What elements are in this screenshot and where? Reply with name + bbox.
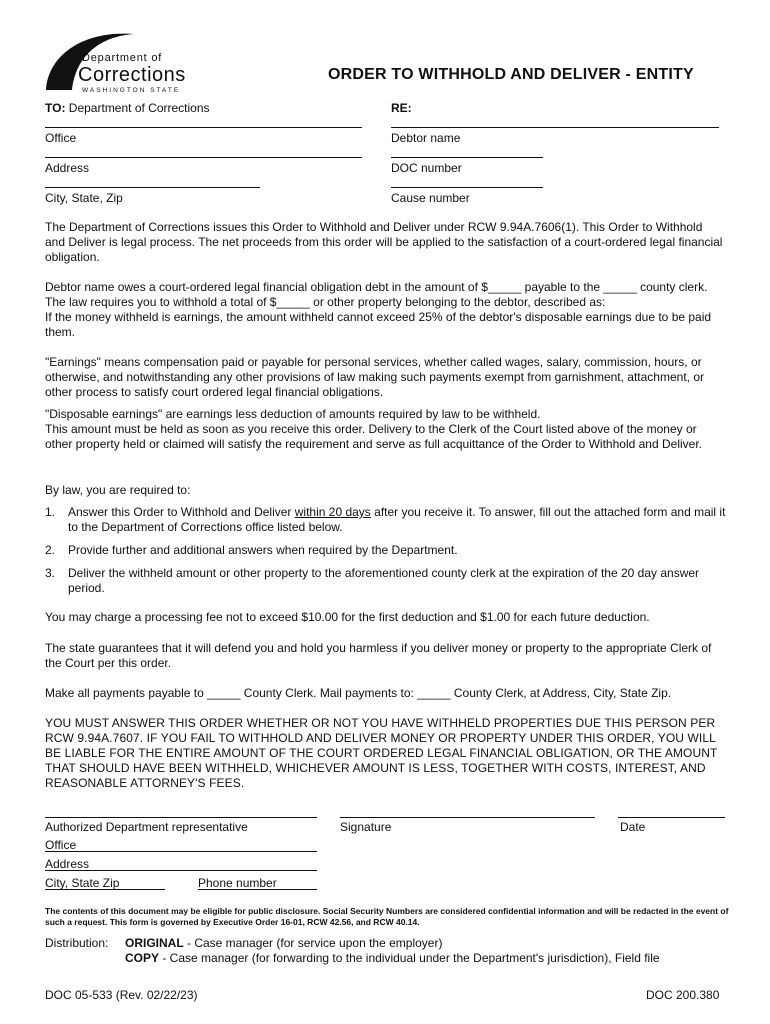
item-1-pre: Answer this Order to Withhold and Deliver (68, 505, 295, 519)
copy-label: COPY (125, 951, 160, 965)
doc-number-field[interactable] (391, 157, 543, 158)
warning-caps: YOU MUST ANSWER THIS ORDER WHETHER OR NOT YOU HAVE WITHHELD PROPERTIES DUE THIS PERSON PER RCW 9.94A.7607. IF YOU FAIL TO WITHHOLD AND DELIVER MONEY OR PROPERTY UNDER THIS ORDER, YOU WILL BE LIABLE FOR THE ENTIRE AMOUNT OF THE COURT ORDERED LEGAL FINANCIAL OBLIGATION, OR THE AMOUNT THAT SHOULD HAVE BEEN WITHHELD, WHICHEVER AMOUNT IS LESS, TOGETHER WITH COSTS, INTEREST, AND REASONABLE ATTORNEY'S FEES. (45, 716, 718, 790)
paragraph-1: The Department of Corrections issues this Order to Withhold and Deliver under RCW 9.94A.7606(1). This Order to Withhold and Deliver is legal process. The net proceeds from this order will be applied to the satisfaction of a court-ordered legal financial obligation. (45, 220, 723, 264)
sig-office-label: Office (45, 838, 77, 852)
sig-address-label: Address (45, 857, 90, 871)
signature-label: Signature (340, 820, 392, 834)
city-label: City, State, Zip (45, 191, 123, 205)
paragraph-4a: "Disposable earnings" are earnings less deduction of amounts required by law to be withheld. (45, 407, 541, 421)
paragraph-7: The state guarantees that it will defend you and hold you harmless if you deliver money or property to the appropriate Clerk of the Court per this order. (45, 641, 712, 670)
distribution-copy (125, 951, 735, 965)
sig-phone-field[interactable] (198, 889, 317, 890)
footer-right: DOC 200.380 (646, 988, 720, 1002)
item-1-post: after you receive it. To answer, fill out the attached form and mail it to the Department of Corrections office listed below. (68, 505, 726, 534)
paragraph-4 (45, 407, 725, 452)
distribution-label: Distribution: (45, 936, 109, 950)
to-value: Department of Corrections (68, 101, 210, 115)
item-3-text: Deliver the withheld amount or other property to the aforementioned county clerk at the expiration of the 20 day answer period. (68, 566, 700, 595)
page-title: ORDER TO WITHHOLD AND DELIVER - ENTITY (328, 66, 694, 83)
date-label: Date (620, 820, 646, 834)
rep-label: Authorized Department representative (45, 820, 248, 834)
logo-line3: WASHINGTON STATE (82, 87, 181, 94)
item-1-text (68, 505, 728, 535)
re-label: RE: (391, 101, 412, 115)
sig-city-field[interactable] (45, 889, 165, 890)
to-line (45, 101, 210, 115)
logo-line2: Corrections (78, 64, 186, 86)
paragraph-5: By law, you are required to: (45, 483, 191, 497)
paragraph-2b: If the money withheld is earnings, the amount withheld cannot exceed 25% of the debtor's disposable earnings due to be paid them. (45, 310, 712, 339)
distribution-original (125, 936, 442, 950)
date-field[interactable] (618, 817, 725, 818)
disclosure-notice: The contents of this document may be eligible for public disclosure. Social Security Numbers are considered confidential information and will be redacted in the event of such a request. This form is governed by Executive Order 16-01, RCW 42.56, and RCW 40.14. (45, 906, 729, 927)
paragraph-8: Make all payments payable to _____ County Clerk. Mail payments to: _____ County Clerk, at Address, City, State Zip. (45, 686, 672, 700)
office-label: Office (45, 131, 77, 145)
address-label: Address (45, 161, 90, 175)
signature-field[interactable] (340, 817, 595, 818)
original-text: - Case manager (for service upon the employer) (183, 936, 443, 950)
original-label: ORIGINAL (125, 936, 184, 950)
office-field[interactable] (45, 127, 362, 128)
city-field[interactable] (45, 187, 260, 188)
copy-text: - Case manager (for forwarding to the individual under the Department's jurisdiction), Field file (159, 951, 660, 965)
sig-phone-label: Phone number (198, 876, 277, 890)
cause-number-label: Cause number (391, 191, 470, 205)
paragraph-6: You may charge a processing fee not to exceed $10.00 for the first deduction and $1.00 for each future deduction. (45, 610, 650, 624)
debtor-name-field[interactable] (391, 127, 719, 128)
item-2-text: Provide further and additional answers when required by the Department. (68, 543, 458, 557)
paragraph-2a: Debtor name owes a court-ordered legal financial obligation debt in the amount of $_____ payable to the _____ county clerk. The law requires you to withhold a total of $_____ or other property belonging to the debtor, described as: (45, 280, 708, 309)
sig-address-field[interactable] (45, 870, 317, 871)
logo-line1: Department of (82, 52, 163, 64)
doc-number-label: DOC number (391, 161, 462, 175)
rep-signature-field[interactable] (45, 817, 317, 818)
debtor-name-label: Debtor name (391, 131, 461, 145)
footer-left: DOC 05-533 (Rev. 02/22/23) (45, 988, 198, 1002)
item-1-underline: within 20 days (294, 505, 371, 519)
paragraph-2 (45, 280, 725, 340)
item-1-number: 1. (45, 505, 56, 519)
cause-number-field[interactable] (391, 187, 543, 188)
address-field[interactable] (45, 157, 362, 158)
sig-city-label: City, State Zip (45, 876, 120, 890)
paragraph-4b: This amount must be held as soon as you receive this order. Delivery to the Clerk of the Court listed above of the money or other property held or claimed will satisfy the requirement and serve as full acquittance of the Order to Withhold and Deliver. (45, 422, 702, 451)
doc-logo (42, 28, 202, 98)
item-2-number: 2. (45, 543, 56, 557)
sig-office-field[interactable] (45, 851, 317, 852)
to-label: TO: (45, 101, 66, 115)
paragraph-3: "Earnings" means compensation paid or payable for personal services, whether called wages, salary, commission, hours, or otherwise, and notwithstanding any other provisions of law making such payments exempt from garnishment, attachment, or other process to satisfy court ordered legal financial obligations. (45, 355, 704, 399)
item-3-number: 3. (45, 566, 56, 580)
